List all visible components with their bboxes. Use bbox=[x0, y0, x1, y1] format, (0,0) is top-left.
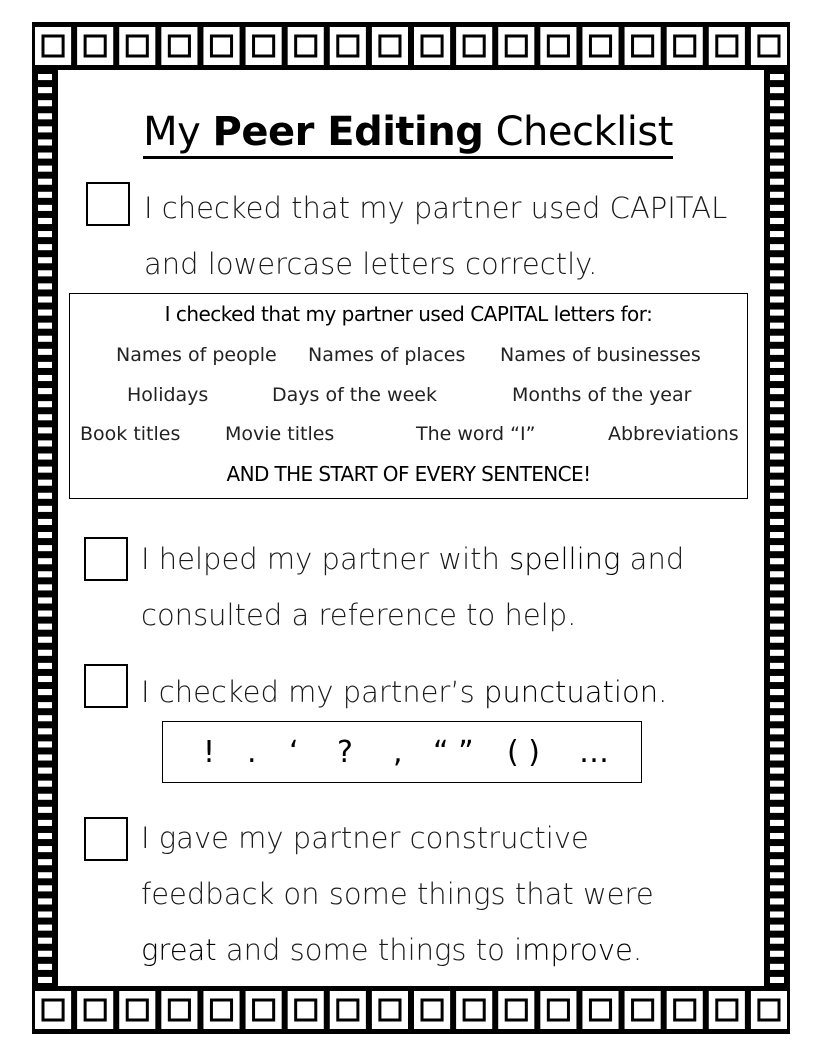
border-tile bbox=[770, 310, 784, 316]
border-tile bbox=[770, 925, 784, 931]
capitals-item: Book titles bbox=[80, 423, 181, 445]
border-tile bbox=[38, 87, 52, 93]
border-tile bbox=[38, 715, 52, 721]
border-tile bbox=[770, 401, 784, 407]
border-tile bbox=[338, 36, 358, 56]
border-tile bbox=[38, 179, 52, 185]
border-bottom bbox=[32, 986, 790, 1034]
border-tile bbox=[770, 427, 784, 433]
capitals-item: Names of places bbox=[308, 344, 466, 366]
border-tile bbox=[770, 74, 784, 80]
capitals-reference-box bbox=[69, 293, 748, 499]
border-tile bbox=[38, 231, 52, 237]
border-tile bbox=[38, 362, 52, 368]
border-tile bbox=[38, 689, 52, 695]
border-tile bbox=[38, 964, 52, 970]
item-feedback-line1: I gave my partner constructive bbox=[141, 821, 589, 855]
item-capitals-line1: I checked that my partner used CAPITAL bbox=[144, 191, 728, 225]
border-tile bbox=[38, 349, 52, 355]
border-tile bbox=[770, 205, 784, 211]
keyword-spelling: spelling bbox=[509, 542, 621, 576]
border-tile bbox=[38, 728, 52, 734]
border-tile bbox=[38, 166, 52, 172]
border-tile bbox=[38, 820, 52, 826]
border-tile bbox=[211, 1000, 231, 1020]
capitals-item: Names of businesses bbox=[500, 344, 701, 366]
border-tile bbox=[770, 768, 784, 774]
border-tile bbox=[38, 702, 52, 708]
border-tile bbox=[38, 440, 52, 446]
border-tile bbox=[38, 323, 52, 329]
border-tile bbox=[380, 1000, 400, 1020]
border-tile bbox=[38, 872, 52, 878]
border-tile bbox=[590, 36, 610, 56]
border-tile bbox=[770, 257, 784, 263]
punctuation-mark: . bbox=[247, 735, 257, 770]
border-tile bbox=[38, 951, 52, 957]
border-tile bbox=[127, 36, 147, 56]
border-tile bbox=[770, 663, 784, 669]
border-top bbox=[32, 22, 790, 70]
item-spelling-line1: I helped my partner with spelling and bbox=[141, 542, 685, 576]
border-tile bbox=[38, 375, 52, 381]
border-tile bbox=[770, 571, 784, 577]
border-tile bbox=[38, 859, 52, 865]
border-tile bbox=[422, 36, 442, 56]
border-tile bbox=[169, 1000, 189, 1020]
checkbox-feedback[interactable] bbox=[84, 817, 128, 861]
border-tile bbox=[770, 414, 784, 420]
border-tile bbox=[770, 192, 784, 198]
border-tile bbox=[38, 898, 52, 904]
border-tile bbox=[770, 728, 784, 734]
border-tile bbox=[38, 205, 52, 211]
border-tile bbox=[422, 1000, 442, 1020]
border-tile bbox=[38, 925, 52, 931]
border-tile bbox=[770, 323, 784, 329]
border-tile bbox=[38, 584, 52, 590]
border-tile bbox=[590, 1000, 610, 1020]
capitals-item: Names of people bbox=[116, 344, 277, 366]
border-tile bbox=[770, 938, 784, 944]
border-tile bbox=[38, 650, 52, 656]
border-tile bbox=[38, 794, 52, 800]
border-tile bbox=[254, 1000, 274, 1020]
border-tile bbox=[38, 532, 52, 538]
border-tile bbox=[717, 36, 737, 56]
border-tile bbox=[38, 571, 52, 577]
border-tile bbox=[38, 270, 52, 276]
punctuation-mark: ? bbox=[337, 735, 353, 770]
border-tile bbox=[770, 807, 784, 813]
keyword-punctuation: punctuation bbox=[483, 675, 659, 709]
border-tile bbox=[770, 597, 784, 603]
border-tile bbox=[770, 676, 784, 682]
border-tile bbox=[759, 36, 779, 56]
item-capitals-line2: and lowercase letters correctly. bbox=[144, 247, 598, 281]
punctuation-mark: ! bbox=[203, 735, 216, 770]
border-tile bbox=[38, 192, 52, 198]
border-tile bbox=[770, 532, 784, 538]
punctuation-mark: , bbox=[393, 735, 403, 770]
border-tile bbox=[770, 833, 784, 839]
border-tile bbox=[548, 36, 568, 56]
border-tile bbox=[38, 218, 52, 224]
border-tile bbox=[38, 624, 52, 630]
border-tile bbox=[770, 231, 784, 237]
border-tile bbox=[770, 270, 784, 276]
checkbox-punctuation[interactable] bbox=[84, 664, 128, 708]
border-tile bbox=[770, 859, 784, 865]
border-tile bbox=[770, 179, 784, 185]
border-tile bbox=[254, 36, 274, 56]
border-tile bbox=[770, 977, 784, 983]
border-tile bbox=[770, 493, 784, 499]
capitals-heading: I checked that my partner used CAPITAL letters for: bbox=[164, 302, 653, 326]
checkbox-spelling[interactable] bbox=[84, 537, 128, 581]
border-tile bbox=[38, 453, 52, 459]
border-tile bbox=[38, 676, 52, 682]
border-tile bbox=[770, 336, 784, 342]
capitals-item: Abbreviations bbox=[608, 423, 739, 445]
border-tile bbox=[770, 624, 784, 630]
page-title bbox=[0, 106, 816, 158]
border-tile bbox=[38, 754, 52, 760]
border-tile bbox=[770, 846, 784, 852]
border-tile bbox=[296, 36, 316, 56]
border-tile bbox=[38, 663, 52, 669]
border-tile bbox=[506, 36, 526, 56]
border-tile bbox=[770, 637, 784, 643]
border-tile bbox=[43, 1000, 63, 1020]
punctuation-mark: … bbox=[579, 735, 609, 770]
border-tile bbox=[380, 36, 400, 56]
item-punctuation-line: I checked my partner’s punctuation. bbox=[141, 675, 668, 709]
border-tile bbox=[38, 467, 52, 473]
item-spelling-line2: consulted a reference to help. bbox=[141, 598, 577, 632]
border-tile bbox=[38, 401, 52, 407]
border-tile bbox=[38, 885, 52, 891]
keyword-improve: improve bbox=[514, 933, 633, 967]
border-tile bbox=[717, 1000, 737, 1020]
border-tile bbox=[38, 637, 52, 643]
border-tile bbox=[169, 36, 189, 56]
border-tile bbox=[770, 650, 784, 656]
capitals-closing: AND THE START OF EVERY SENTENCE! bbox=[226, 462, 591, 486]
border-tile bbox=[38, 597, 52, 603]
border-tile bbox=[770, 166, 784, 172]
border-tile bbox=[770, 467, 784, 473]
border-tile bbox=[38, 257, 52, 263]
border-tile bbox=[770, 453, 784, 459]
border-tile bbox=[38, 545, 52, 551]
item-feedback-line3: great and some things to improve. bbox=[141, 933, 643, 967]
punctuation-mark: “ ” bbox=[433, 735, 474, 770]
border-tile bbox=[770, 911, 784, 917]
border-tile bbox=[127, 1000, 147, 1020]
border-tile bbox=[770, 362, 784, 368]
border-tile bbox=[38, 506, 52, 512]
keyword-great: great bbox=[141, 933, 217, 967]
border-tile bbox=[770, 480, 784, 486]
border-tile bbox=[296, 1000, 316, 1020]
border-tile bbox=[770, 898, 784, 904]
border-tile bbox=[464, 1000, 484, 1020]
border-tile bbox=[338, 1000, 358, 1020]
border-tile bbox=[770, 964, 784, 970]
border-tile bbox=[38, 768, 52, 774]
border-tile bbox=[38, 519, 52, 525]
border-right bbox=[764, 70, 790, 986]
border-tile bbox=[43, 36, 63, 56]
punctuation-mark: ( ) bbox=[507, 735, 540, 770]
border-tile bbox=[770, 794, 784, 800]
border-tile bbox=[770, 506, 784, 512]
border-tile bbox=[770, 611, 784, 617]
border-tile bbox=[38, 480, 52, 486]
punctuation-marks-box bbox=[162, 721, 642, 783]
item-feedback-line2: feedback on some things that were bbox=[141, 877, 654, 911]
capitals-item: Days of the week bbox=[272, 384, 437, 406]
border-tile bbox=[633, 36, 653, 56]
border-tile bbox=[38, 558, 52, 564]
border-tile bbox=[770, 702, 784, 708]
border-tile bbox=[38, 493, 52, 499]
border-tile bbox=[38, 283, 52, 289]
border-tile bbox=[770, 519, 784, 525]
border-tile bbox=[770, 349, 784, 355]
border-tile bbox=[770, 545, 784, 551]
capitals-item: Holidays bbox=[127, 384, 209, 406]
border-tile bbox=[38, 388, 52, 394]
border-tile bbox=[38, 611, 52, 617]
border-tile bbox=[38, 977, 52, 983]
border-tile bbox=[770, 689, 784, 695]
border-tile bbox=[675, 36, 695, 56]
border-tile bbox=[770, 388, 784, 394]
border-tile bbox=[770, 244, 784, 250]
border-tile bbox=[770, 741, 784, 747]
border-tile bbox=[38, 427, 52, 433]
border-tile bbox=[548, 1000, 568, 1020]
border-tile bbox=[464, 36, 484, 56]
border-tile bbox=[38, 833, 52, 839]
border-tile bbox=[770, 283, 784, 289]
border-tile bbox=[770, 87, 784, 93]
border-tile bbox=[506, 1000, 526, 1020]
capitals-item: Months of the year bbox=[512, 384, 692, 406]
border-tile bbox=[38, 846, 52, 852]
border-tile bbox=[770, 754, 784, 760]
border-tile bbox=[38, 414, 52, 420]
border-tile bbox=[211, 36, 231, 56]
checkbox-capitals[interactable] bbox=[86, 182, 130, 226]
border-tile bbox=[770, 885, 784, 891]
border-tile bbox=[38, 74, 52, 80]
border-tile bbox=[770, 951, 784, 957]
border-tile bbox=[38, 296, 52, 302]
border-tile bbox=[85, 1000, 105, 1020]
border-tile bbox=[770, 558, 784, 564]
border-tile bbox=[38, 781, 52, 787]
border-tile bbox=[38, 807, 52, 813]
border-tile bbox=[770, 584, 784, 590]
border-left bbox=[32, 70, 58, 986]
border-tile bbox=[770, 440, 784, 446]
border-tile bbox=[38, 336, 52, 342]
border-tile bbox=[38, 911, 52, 917]
border-tile bbox=[770, 715, 784, 721]
title-bold: Peer Editing bbox=[212, 109, 484, 155]
border-tile bbox=[770, 375, 784, 381]
border-tile bbox=[38, 741, 52, 747]
border-tile bbox=[38, 244, 52, 250]
border-tile bbox=[38, 938, 52, 944]
border-tile bbox=[38, 310, 52, 316]
title-post: Checklist bbox=[483, 109, 673, 159]
border-tile bbox=[85, 36, 105, 56]
border-tile bbox=[770, 296, 784, 302]
border-tile bbox=[675, 1000, 695, 1020]
border-tile bbox=[770, 872, 784, 878]
title-pre: My bbox=[143, 109, 212, 159]
capitals-item: Movie titles bbox=[225, 423, 335, 445]
capitals-item: The word “I” bbox=[416, 423, 536, 445]
border-tile bbox=[759, 1000, 779, 1020]
border-tile bbox=[770, 820, 784, 826]
border-tile bbox=[770, 218, 784, 224]
border-tile bbox=[633, 1000, 653, 1020]
punctuation-mark: ‘ bbox=[289, 735, 299, 770]
border-tile bbox=[770, 781, 784, 787]
